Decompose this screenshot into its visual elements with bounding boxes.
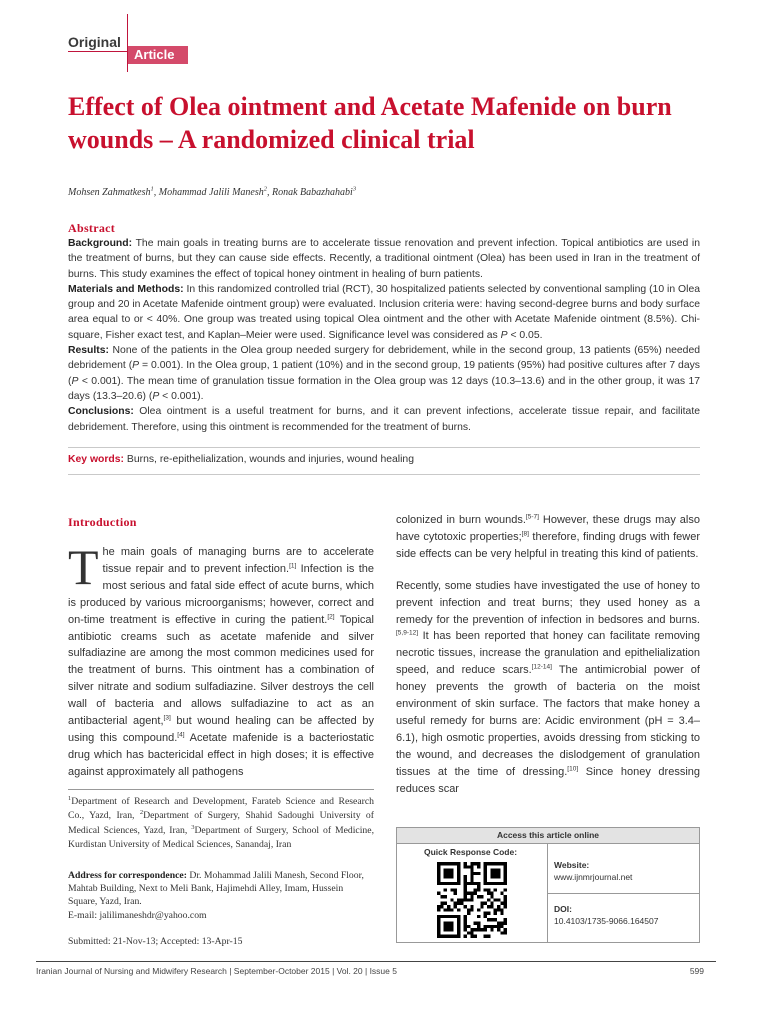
body-text: Acetate mafenide is a bacteriostatic drug which has bactericidal effect in high doses; it is effective against approximately all pathogens [68,731,374,778]
keywords-label: Key words: [68,454,125,465]
abstract-text: < 0.001). The mean time of granulation tissue formation in the Olea group was 12 days (10.3–13.6) and in the other group, it was 17 days (13.3–20.6) ( [68,375,700,402]
qr-code-icon[interactable] [437,862,507,938]
p-value-symbol: P [500,329,508,341]
divider [68,447,700,448]
body-text: he main goals of managing burns are to accelerate tissue repair and to prevent infection. [102,546,374,575]
affiliation-mark: 2 [139,809,144,817]
affiliation-mark: 3 [352,185,357,193]
footer-divider [36,961,716,962]
citation-ref[interactable]: [1] [289,562,297,570]
p-value-symbol: P [152,390,160,402]
correspondence-label: Address for correspondence: [68,870,187,881]
divider [548,893,699,894]
body-text: It has been reported that honey can facilitate removing necrotic tissues, increase the granulation and epithelialization speed, and reduce scars. [396,630,700,677]
abstract-text: < 0.001). [162,390,204,402]
paragraph [396,512,700,563]
citation-ref[interactable]: [10] [567,765,579,773]
abstract-text: Olea ointment is a useful treatment for burns, and it can prevent infections, accelerate tissue repair, and facilitate debridement. Therefore, using this ointment is recommended for the treatment of burns. [68,406,700,433]
citation-ref[interactable]: [3] [163,714,171,722]
body-text: therefore, finding drugs with fewer side effects can be very helpful in treating this kind of patients. [396,530,700,560]
article-type-article: Article [128,46,188,64]
abstract-text: None of the patients in the Olea group needed surgery for debridement, while in the second group, 13 patients (65%) needed debridement ( [68,345,701,372]
keywords [68,454,414,465]
citation-ref[interactable]: [4] [177,731,185,739]
affiliation-text: Department of Research and Development, Farateb Science and Research Co., Yazd, Iran, [68,796,374,822]
p-value-symbol: P [132,360,140,372]
header-underline [68,51,128,52]
drop-cap: T [68,539,99,595]
body-text: However, these drugs may also have cytotoxic properties; [396,514,700,543]
p-value-symbol: P [71,375,79,387]
article-title: Effect of Olea ointment and Acetate Mafenide on burn wounds – A randomized clinical trial [68,92,672,154]
page-number: 599 [689,966,704,976]
abstract-results [68,343,700,404]
introduction-heading: Introduction [68,515,137,529]
abstract-body [68,236,700,435]
abstract-text: < 0.05. [510,329,543,341]
abstract-text: In this randomized controlled trial (RCT), 30 hospitalized patients selected by conventional sampling (10 in Olea group and 20 in Acetate Mafenide ointment group) were evaluated. Inclusion criteria were: having second-degree burns and body surface area equal to or < 40%. One group was treated using topical Olea ointment and the other with Acetate Mafenide ointment (8.5%). Chi-square, Fisher exact test, and Kaplan–Meier were used. Significance level was considered as [68,283,700,341]
section-label: Background: [68,238,133,249]
affiliation-mark: 1 [68,794,72,802]
divider [68,474,700,475]
abstract-background [68,236,700,282]
body-text: The antimicrobial power of honey prevents the growth of bacteria on the moist environment of skin surface. The factors that make honey a useful remedy for burns are: Acidic environment (pH = 3.4–6.1), high osmotic properties, avoids dressing from sticking to the wound, and decreases the dislodgement of granulation tissues at the time of dressing. [396,664,700,778]
section-label: Materials and Methods: [68,283,184,295]
abstract-conclusions [68,404,700,435]
abstract-heading: Abstract [68,221,116,235]
qr-code-label: Quick Response Code: [424,847,518,857]
citation-ref[interactable]: [5,9-12] [396,629,419,637]
affiliation-mark: 3 [191,823,195,831]
correspondence-text: Dr. Mohammad Jalili Manesh, Second Floor, Mahtab Building, Next to Meli Bank, Hajimehdi Alley, Imam, Hussein Square, Yazd, Iran. [68,870,364,908]
website-link[interactable]: www.ijnmrjournal.net [554,872,633,882]
author-name: Mohsen Zahmatkesh [68,187,151,198]
abstract-text: = 0.001). In the Olea group, 1 patient (10%) and in the second group, 19 patients (95%) had positive cultures after 7 days ( [68,360,700,387]
introduction-right-column [396,512,700,813]
doi-label: DOI: [554,904,572,914]
affiliation-mark: 2 [263,185,267,193]
correspondence-email[interactable]: E-mail: jalilimaneshdr@yahoo.com [68,909,207,921]
abstract-text: The main goals in treating burns are to accelerate tissue renovation and prevent infection. Topical antibiotics are used in the treatment of burns, but they can cause side effects. Recently, a traditional ointment (Olea) has been used in Iran in the treatment of burns. This study examines the effect of topical honey ointment in healing of burn patients. [68,238,701,280]
citation-ref[interactable]: [8] [521,530,529,538]
affiliation-text: Department of Surgery, Shahid Sadoughi University of Medical Sciences, Yazd, Iran, [68,810,374,836]
body-text: Infection is the most serious and fatal side effect of acute burns, which is produced by various microorganisms; however, correct and on-time treatment is effective in curing the patient. [68,562,374,626]
author-name: Mohammad Jalili Manesh [158,187,264,198]
keywords-text: Burns, re-epithelialization, wounds and injuries, wound healing [126,454,414,465]
affiliation-text: Department of Surgery, School of Medicine, Kurdistan University of Medical Sciences, Sanandaj, Iran [68,824,374,851]
correspondence-address [68,869,374,922]
journal-citation: Iranian Journal of Nursing and Midwifery Research | September-October 2015 | Vol. 20 | Issue 5 [36,966,397,976]
body-text: but wound healing can be affected by using this compound. [68,715,375,744]
citation-ref[interactable]: [2] [327,612,335,620]
section-label: Results: [68,345,109,357]
body-text: colonized in burn wounds. [396,514,526,526]
website-label: Website: [554,860,590,870]
body-text: Recently, some studies have investigated the use of honey to prevent infection and treat burns; they used honey as a remedy for the prevention of infection in bedsores and burns. [396,579,700,626]
section-label: Conclusions: [68,406,134,418]
author-name: Ronak Babazhahabi [272,187,353,198]
citation-ref[interactable]: [12-14] [531,663,552,671]
access-box-header: Access this article online [397,828,699,843]
divider [397,843,699,844]
paragraph [396,578,700,798]
body-text: Since honey dressing reduces scar [396,765,701,795]
doi-link[interactable]: 10.4103/1735-9066.164507 [554,916,659,926]
introduction-left-column [68,539,375,781]
article-type-original: Original [68,34,121,50]
submission-dates: Submitted: 21-Nov-13; Accepted: 13-Apr-15 [68,936,243,947]
author-list: Mohsen Zahmatkesh$^1$, Mohammad Jalili Manesh$^2$, Ronak Babazhahabi$^3$ [68,185,357,198]
affiliation-mark: 1 [150,185,154,193]
affiliations-footnote [68,795,374,853]
abstract-methods [68,282,700,343]
citation-ref[interactable]: [5-7] [525,513,539,521]
body-text: Topical antibiotic creams such as acetate mafenide and silver sulfadiazine are among the most common medicines used for the treatment of burns. This ointment has a combination of silver nitrate and sodium sulfadiazine. Silver destroys the cell wall of bacteria and allows sulfadiazine to act as an antibacterial agent, [68,613,374,728]
paragraph [68,539,375,781]
footnote-divider [68,789,374,790]
